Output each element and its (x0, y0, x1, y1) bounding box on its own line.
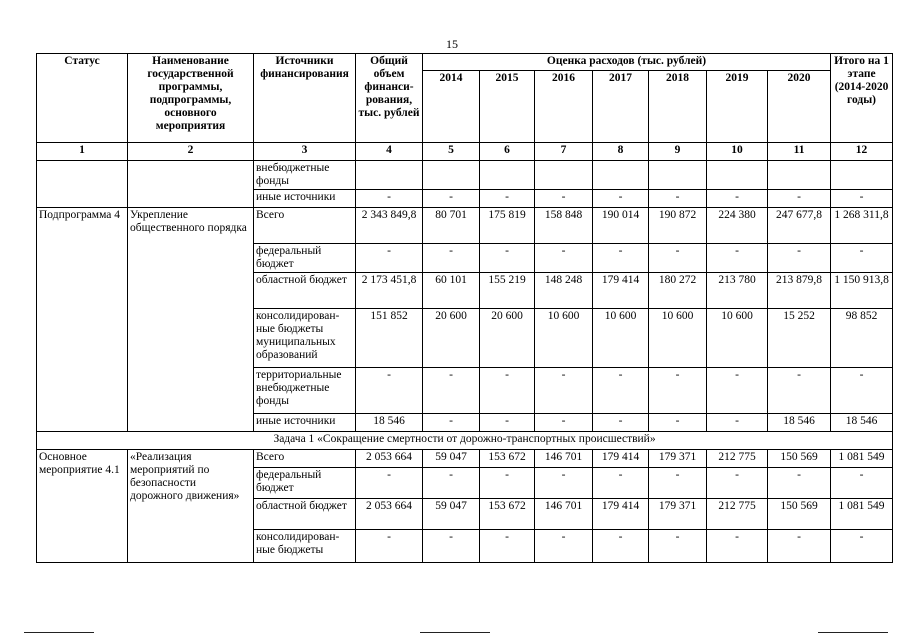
column-number: 6 (480, 143, 535, 161)
value-cell: - (768, 244, 831, 273)
value-cell (831, 161, 893, 190)
value-cell: - (768, 530, 831, 563)
status-cell: Основное мероприятие 4.1 (37, 450, 128, 563)
header-year: 2016 (535, 71, 593, 143)
value-cell: - (831, 368, 893, 414)
value-cell: 179 371 (649, 450, 707, 468)
header-year: 2014 (423, 71, 480, 143)
value-cell: - (831, 530, 893, 563)
value-cell: 212 775 (707, 499, 768, 530)
value-cell: 1 081 549 (831, 450, 893, 468)
value-cell: - (707, 190, 768, 208)
value-cell: - (480, 190, 535, 208)
value-cell: - (831, 190, 893, 208)
value-cell: - (831, 468, 893, 499)
value-cell: 60 101 (423, 273, 480, 309)
value-cell: 2 053 664 (356, 499, 423, 530)
value-cell: - (423, 468, 480, 499)
value-cell: 175 819 (480, 208, 535, 244)
column-number: 3 (254, 143, 356, 161)
value-cell: 80 701 (423, 208, 480, 244)
source-cell: консолидирован-ные бюджеты (254, 530, 356, 563)
value-cell: - (423, 368, 480, 414)
page-number: 15 (446, 37, 458, 51)
value-cell: 153 672 (480, 450, 535, 468)
column-numbers-row (37, 143, 893, 161)
header-estimate: Оценка расходов (тыс. рублей) (423, 54, 831, 71)
value-cell: - (649, 468, 707, 499)
value-cell (535, 161, 593, 190)
value-cell: - (480, 530, 535, 563)
value-cell: 247 677,8 (768, 208, 831, 244)
source-cell: иные источники (254, 190, 356, 208)
value-cell: 2 053 664 (356, 450, 423, 468)
value-cell: 2 343 849,8 (356, 208, 423, 244)
status-cell: Подпрограмма 4 (37, 208, 128, 432)
value-cell (593, 161, 649, 190)
column-number: 12 (831, 143, 893, 161)
value-cell: - (768, 468, 831, 499)
source-cell: консолидирован-ные бюджеты муниципальных образований (254, 309, 356, 368)
value-cell: - (593, 468, 649, 499)
value-cell: 146 701 (535, 499, 593, 530)
value-cell: 2 173 451,8 (356, 273, 423, 309)
value-cell: - (593, 190, 649, 208)
value-cell: 179 371 (649, 499, 707, 530)
value-cell: - (356, 368, 423, 414)
value-cell: - (480, 244, 535, 273)
column-number: 9 (649, 143, 707, 161)
value-cell: 150 569 (768, 499, 831, 530)
value-cell (356, 161, 423, 190)
header-year: 2018 (649, 71, 707, 143)
value-cell: - (593, 414, 649, 432)
value-cell: - (480, 414, 535, 432)
value-cell: - (480, 368, 535, 414)
value-cell: - (649, 414, 707, 432)
header-year: 2020 (768, 71, 831, 143)
value-cell (480, 161, 535, 190)
value-cell: - (535, 468, 593, 499)
column-number: 4 (356, 143, 423, 161)
name-cell (128, 161, 254, 208)
value-cell: - (707, 530, 768, 563)
value-cell: 20 600 (480, 309, 535, 368)
header-year: 2017 (593, 71, 649, 143)
value-cell (649, 161, 707, 190)
value-cell: - (423, 530, 480, 563)
table-row (37, 450, 893, 468)
value-cell: - (535, 414, 593, 432)
value-cell: - (649, 190, 707, 208)
value-cell: 179 414 (593, 499, 649, 530)
source-cell: областной бюджет (254, 273, 356, 309)
value-cell: - (707, 368, 768, 414)
column-number: 8 (593, 143, 649, 161)
table-row (37, 208, 893, 244)
value-cell: - (707, 414, 768, 432)
column-number: 10 (707, 143, 768, 161)
value-cell: - (593, 368, 649, 414)
value-cell: 10 600 (649, 309, 707, 368)
value-cell: 18 546 (768, 414, 831, 432)
value-cell: 179 414 (593, 273, 649, 309)
value-cell: 59 047 (423, 450, 480, 468)
source-cell: Всего (254, 208, 356, 244)
value-cell: - (593, 530, 649, 563)
value-cell: 190 872 (649, 208, 707, 244)
value-cell: - (707, 244, 768, 273)
value-cell: 150 569 (768, 450, 831, 468)
value-cell: - (423, 414, 480, 432)
header-year: 2019 (707, 71, 768, 143)
value-cell: 212 775 (707, 450, 768, 468)
value-cell: - (423, 244, 480, 273)
value-cell: 224 380 (707, 208, 768, 244)
source-cell: иные источники (254, 414, 356, 432)
column-number: 2 (128, 143, 254, 161)
value-cell: 10 600 (707, 309, 768, 368)
column-number: 5 (423, 143, 480, 161)
footer-rule (818, 632, 888, 633)
value-cell: 190 014 (593, 208, 649, 244)
value-cell: - (649, 530, 707, 563)
column-number: 7 (535, 143, 593, 161)
header-sources: Источники финансирования (254, 54, 356, 143)
value-cell: 98 852 (831, 309, 893, 368)
value-cell (707, 161, 768, 190)
value-cell: 155 219 (480, 273, 535, 309)
value-cell: 1 150 913,8 (831, 273, 893, 309)
value-cell: 1 268 311,8 (831, 208, 893, 244)
column-number: 11 (768, 143, 831, 161)
header-status: Статус (37, 54, 128, 143)
value-cell: 15 252 (768, 309, 831, 368)
header-stage-total: Итого на 1 этапе (2014-2020 годы) (831, 54, 893, 143)
value-cell: - (535, 244, 593, 273)
value-cell: - (535, 190, 593, 208)
source-cell: внебюджетные фонды (254, 161, 356, 190)
header-name: Наименование государственной программы, подпрограммы, основного мероприятия (128, 54, 254, 143)
value-cell: 1 081 549 (831, 499, 893, 530)
value-cell: 179 414 (593, 450, 649, 468)
source-cell: Всего (254, 450, 356, 468)
value-cell: - (356, 530, 423, 563)
value-cell: - (768, 190, 831, 208)
value-cell: - (356, 244, 423, 273)
value-cell (423, 161, 480, 190)
source-cell: территориальные внебюджетные фонды (254, 368, 356, 414)
value-cell: - (707, 468, 768, 499)
value-cell: 10 600 (535, 309, 593, 368)
value-cell: 213 879,8 (768, 273, 831, 309)
name-cell: Укрепление общественного порядка (128, 208, 254, 432)
value-cell: 146 701 (535, 450, 593, 468)
value-cell: - (356, 190, 423, 208)
value-cell: - (593, 244, 649, 273)
value-cell: 213 780 (707, 273, 768, 309)
header-total: Общий объем финанси-рования, тыс. рублей (356, 54, 423, 143)
value-cell: 18 546 (356, 414, 423, 432)
value-cell: 153 672 (480, 499, 535, 530)
value-cell: 18 546 (831, 414, 893, 432)
source-cell: федеральный бюджет (254, 468, 356, 499)
value-cell: - (768, 368, 831, 414)
value-cell: - (535, 368, 593, 414)
value-cell (768, 161, 831, 190)
value-cell: - (423, 190, 480, 208)
name-cell: «Реализация мероприятий по безопасности дорожного движения» (128, 450, 254, 563)
header-year: 2015 (480, 71, 535, 143)
value-cell: - (480, 468, 535, 499)
value-cell: - (831, 244, 893, 273)
budget-table (36, 53, 893, 563)
value-cell: 20 600 (423, 309, 480, 368)
value-cell: 158 848 (535, 208, 593, 244)
task-row (37, 432, 893, 450)
footer-rule (420, 632, 490, 633)
column-number: 1 (37, 143, 128, 161)
footer-rule (24, 632, 94, 633)
table-row (37, 161, 893, 190)
value-cell: - (535, 530, 593, 563)
value-cell: 59 047 (423, 499, 480, 530)
source-cell: федеральный бюджет (254, 244, 356, 273)
value-cell: 10 600 (593, 309, 649, 368)
value-cell: 151 852 (356, 309, 423, 368)
status-cell (37, 161, 128, 208)
value-cell: 148 248 (535, 273, 593, 309)
source-cell: областной бюджет (254, 499, 356, 530)
value-cell: - (649, 244, 707, 273)
value-cell: - (356, 468, 423, 499)
value-cell: 180 272 (649, 273, 707, 309)
value-cell: - (649, 368, 707, 414)
task-title: Задача 1 «Сокращение смертности от дорожно-транспортных происшествий» (37, 432, 893, 450)
